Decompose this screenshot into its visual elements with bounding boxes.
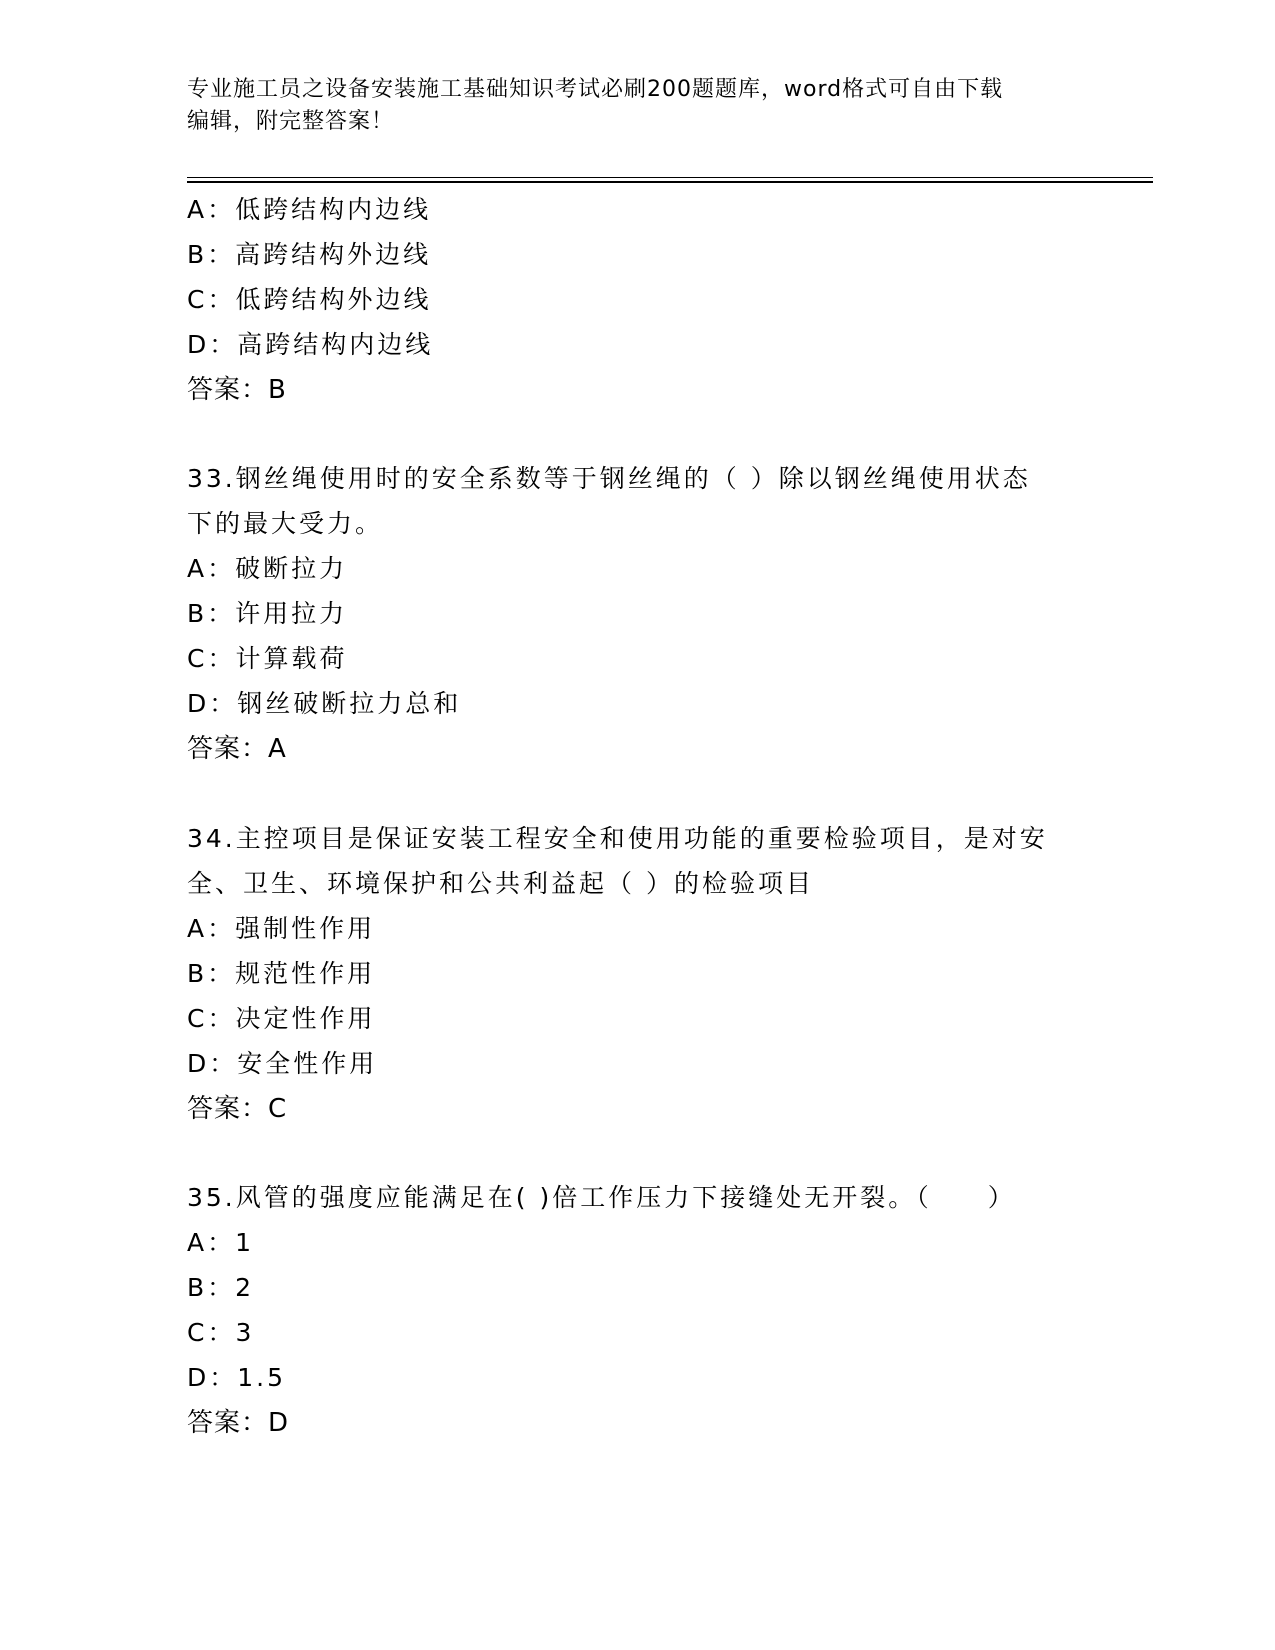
- q34-option-b: B：规范性作用: [187, 959, 376, 988]
- prev-option-a: A：低跨结构内边线: [187, 195, 432, 224]
- q33-stem-line-2: 下的最大受力。: [187, 509, 384, 538]
- q33-option-d: D：钢丝破断拉力总和: [187, 689, 462, 718]
- q35-option-b: B：2: [187, 1273, 255, 1302]
- q34-option-d: D：安全性作用: [187, 1049, 378, 1078]
- q33-option-b: B：许用拉力: [187, 599, 348, 628]
- header-divider-thick: [187, 181, 1153, 183]
- q34-stem-line-1: 34.主控项目是保证安装工程安全和使用功能的重要检验项目，是对安: [187, 824, 1048, 853]
- header-divider-thin: [187, 177, 1153, 178]
- q34-option-a: A：强制性作用: [187, 914, 376, 943]
- q33-option-c: C：计算载荷: [187, 644, 348, 673]
- prev-option-c: C：低跨结构外边线: [187, 285, 432, 314]
- q35-option-c: C：3: [187, 1318, 255, 1347]
- prev-option-d: D：高跨结构内边线: [187, 330, 434, 359]
- q33-stem-line-1: 33.钢丝绳使用时的安全系数等于钢丝绳的（ ）除以钢丝绳使用状态: [187, 464, 1031, 493]
- prev-option-b: B：高跨结构外边线: [187, 240, 432, 269]
- q35-stem-line-1: 35.风管的强度应能满足在( )倍工作压力下接缝处无开裂。（ ）: [187, 1183, 1016, 1212]
- q33-answer: 答案：A: [187, 734, 287, 764]
- q34-option-c: C：决定性作用: [187, 1004, 376, 1033]
- q34-answer: 答案：C: [187, 1094, 288, 1124]
- q33-option-a: A：破断拉力: [187, 554, 348, 583]
- prev-answer: 答案：B: [187, 375, 287, 405]
- q35-answer: 答案：D: [187, 1408, 290, 1438]
- q35-option-a: A：1: [187, 1228, 255, 1257]
- q34-stem-line-2: 全、卫生、环境保护和公共利益起（ ）的检验项目: [187, 869, 814, 898]
- q35-option-d: D：1.5: [187, 1363, 287, 1392]
- document-header: 专业施工员之设备安装施工基础知识考试必刷200题题库，word格式可自由下载 编辑，附完整答案！: [187, 77, 1004, 134]
